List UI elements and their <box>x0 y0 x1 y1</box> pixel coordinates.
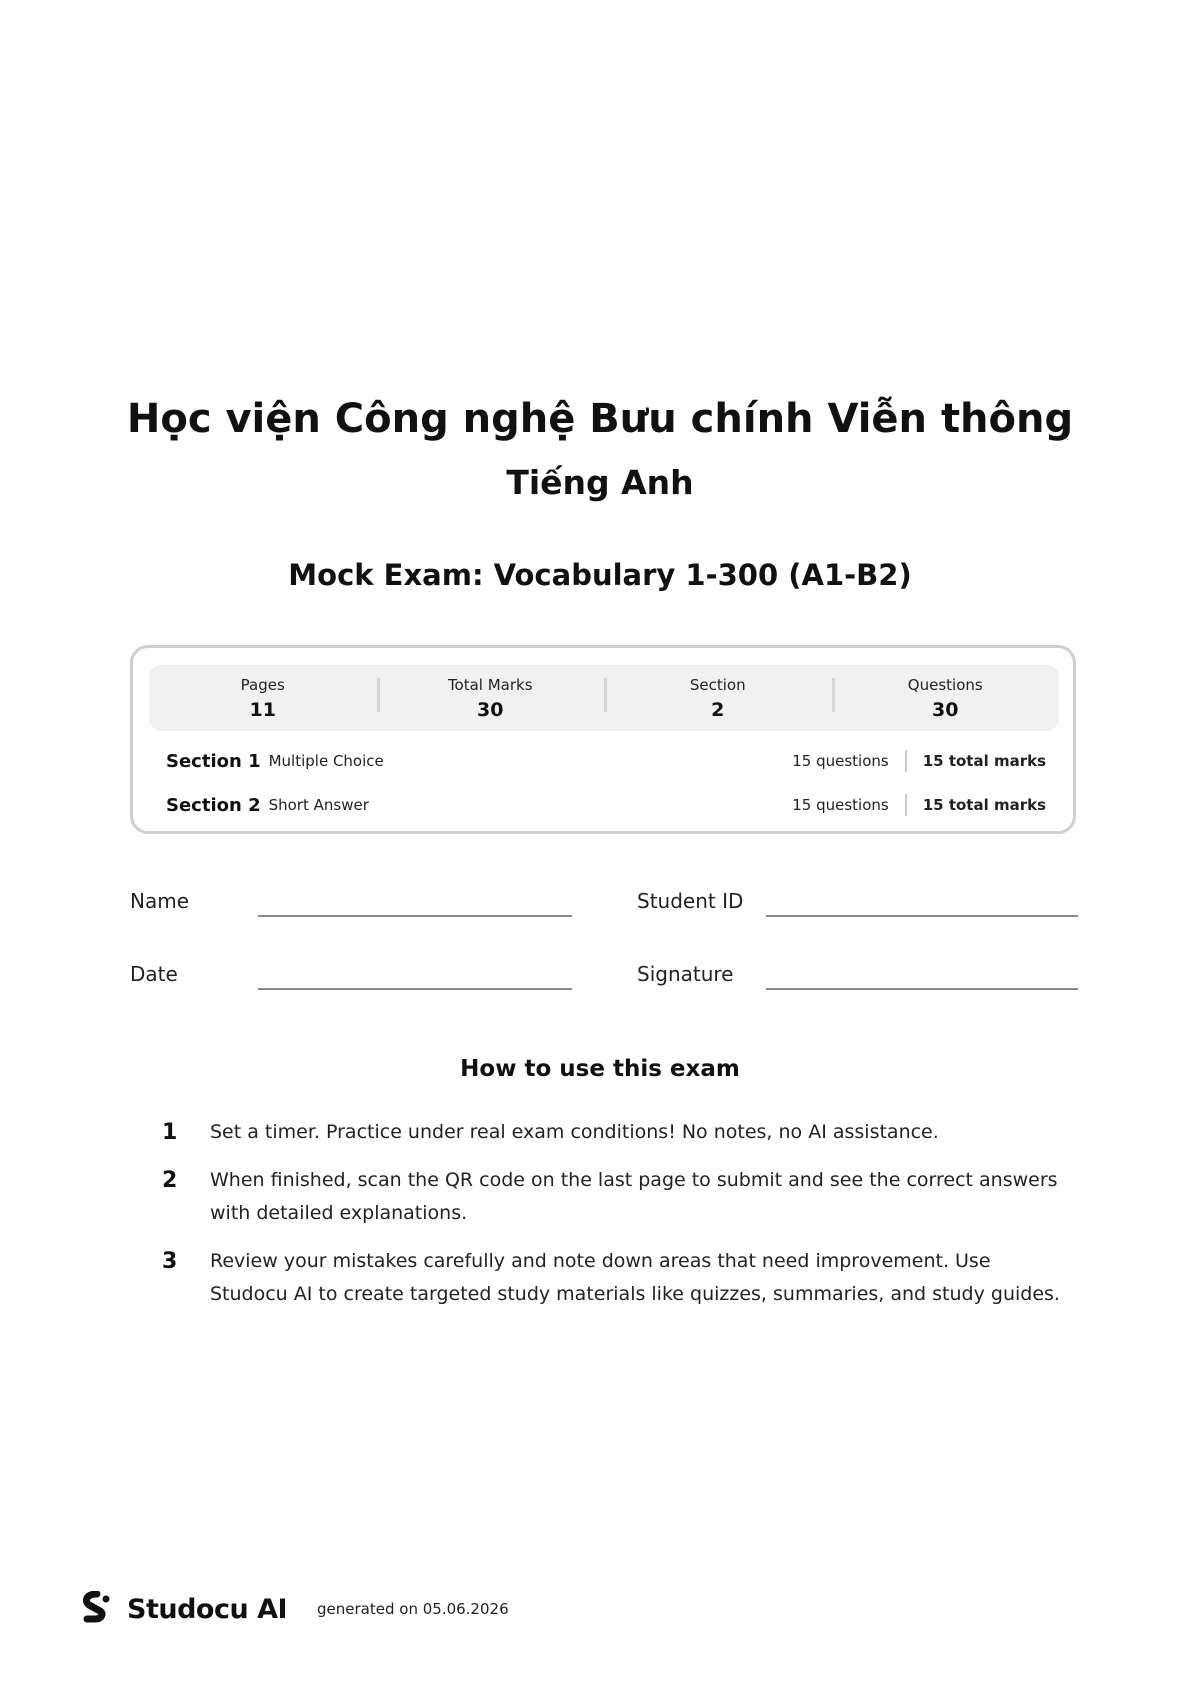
student-id-label: Student ID <box>637 889 744 913</box>
howto-title: How to use this exam <box>460 1056 740 1082</box>
stat-label: Pages <box>240 675 285 694</box>
section-name: Section 1 <box>166 750 261 772</box>
student-id-field[interactable] <box>766 915 1078 917</box>
step-text: When finished, scan the QR code on the last page to submit and see the correct answers with detailed explanations. <box>210 1169 1058 1224</box>
stat-pages <box>149 676 377 721</box>
section-type: Multiple Choice <box>268 752 384 770</box>
stat-label: Questions <box>907 675 983 694</box>
stat-value: 2 <box>711 698 725 721</box>
exam-title: Mock Exam: Vocabulary 1-300 (A1-B2) <box>288 558 912 592</box>
step-number: 1 <box>162 1120 178 1145</box>
signature-label: Signature <box>637 962 734 986</box>
stat-label: Section <box>689 675 746 694</box>
date-field[interactable] <box>258 988 572 990</box>
section-marks: 15 total marks <box>922 752 1046 770</box>
section-question-count: 15 questions <box>792 796 889 814</box>
stat-value: 30 <box>932 698 959 721</box>
stat-label: Total Marks <box>447 675 533 694</box>
step-number: 3 <box>162 1249 178 1274</box>
signature-field[interactable] <box>766 988 1078 990</box>
brand-name: Studocu AI <box>127 1593 288 1625</box>
section-name: Section 2 <box>166 794 261 816</box>
subject-title: Tiếng Anh <box>506 463 694 502</box>
stat-total-marks <box>377 676 605 721</box>
institution-title: Học viện Công nghệ Bưu chính Viễn thông <box>126 396 1074 442</box>
stat-section <box>604 676 832 721</box>
step-text: Set a timer. Practice under real exam conditions! No notes, no AI assistance. <box>210 1121 939 1143</box>
section-row-1 <box>166 749 1046 773</box>
step-number: 2 <box>162 1168 178 1193</box>
date-label: Date <box>130 962 178 986</box>
stat-value: 11 <box>249 698 276 721</box>
stat-questions <box>832 676 1060 721</box>
name-field[interactable] <box>258 915 572 917</box>
step-text: Review your mistakes carefully and note down areas that need improvement. Use Studocu AI to create targeted study materials like quizzes, summaries, and study guides. <box>210 1250 1060 1305</box>
section-row-2 <box>166 793 1046 817</box>
section-marks: 15 total marks <box>922 796 1046 814</box>
section-question-count: 15 questions <box>792 752 889 770</box>
exam-summary-card <box>130 645 1076 834</box>
studocu-logo-icon <box>80 1591 114 1627</box>
footer <box>80 1589 509 1629</box>
stat-value: 30 <box>477 698 504 721</box>
name-label: Name <box>130 889 190 913</box>
section-type: Short Answer <box>268 796 369 814</box>
generated-date: generated on 05.06.2026 <box>317 1600 509 1618</box>
stats-bar <box>149 665 1059 731</box>
